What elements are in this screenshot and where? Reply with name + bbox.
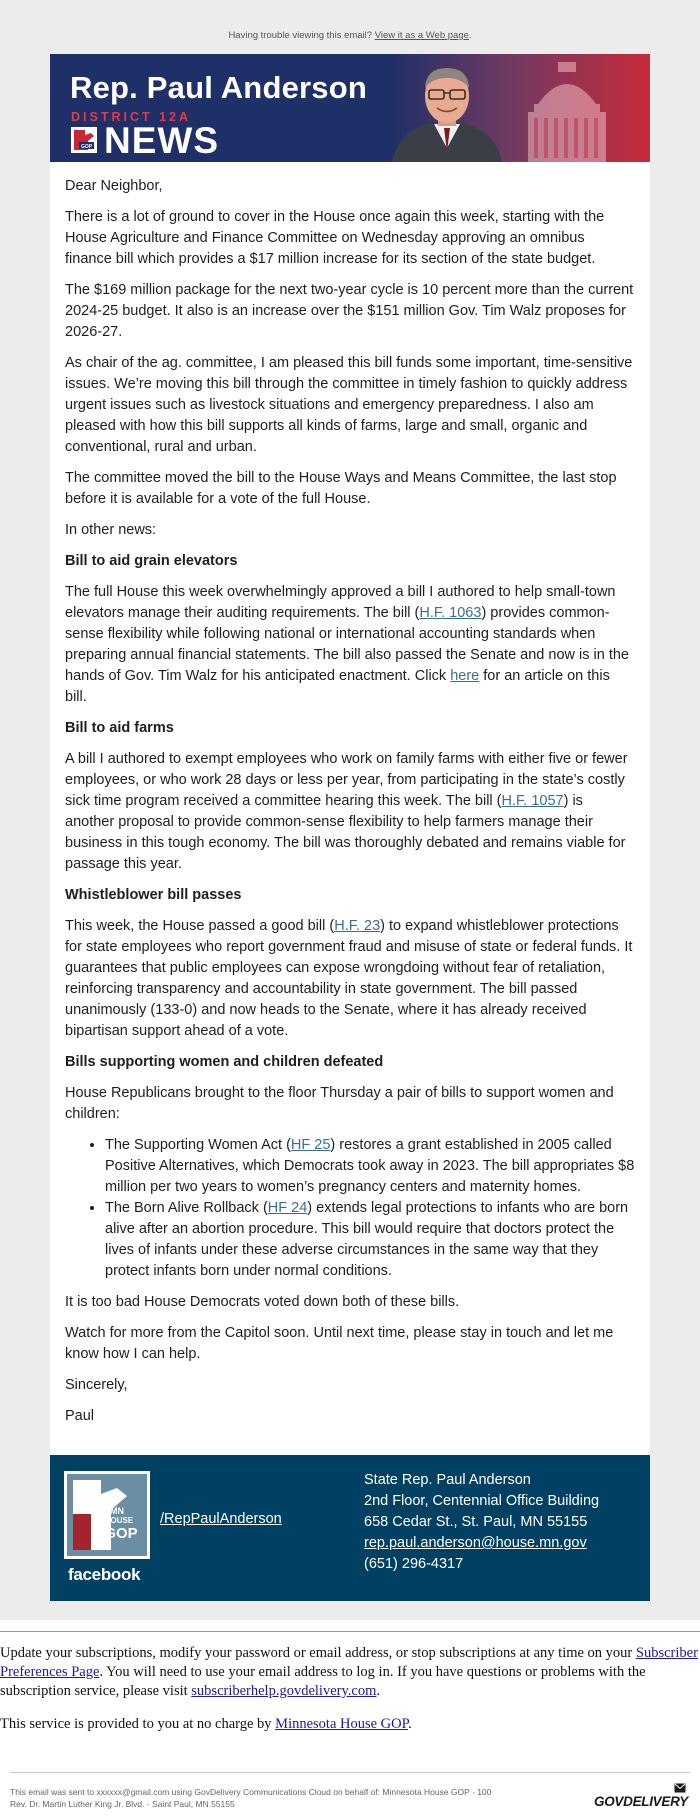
paragraph: A bill I authored to exempt employees who work on family farms with either five or fewer employees, or who work 28 days or less per year, from participating in the state’s costly sick time program received a committee hearing this week. The bill (H.F. 1057) is another proposal to provide common-sense flexibility to help farmers manage their business in this tough economy. The bill was thoroughly debated and remains viable for passage this year. — [65, 751, 628, 872]
mn-house-gop-logo — [64, 1471, 150, 1559]
minnesota-house-gop-link[interactable]: Minnesota House GOP — [275, 1716, 409, 1732]
subscriber-help-link[interactable]: subscriberhelp.govdelivery.com — [191, 1683, 377, 1699]
banner-title: Rep. Paul Anderson — [70, 70, 367, 105]
bill-list — [65, 1135, 635, 1282]
paragraph: In other news: — [65, 522, 157, 538]
paragraph: The committee moved the bill to the House Ways and Means Committee, the last stop before it is available for a vote of the full House. — [65, 470, 617, 507]
logo-gop-text: GOP — [104, 1525, 138, 1542]
paragraph: It is too bad House Democrats voted down both of these bills. — [65, 1294, 460, 1310]
hf-23-link[interactable]: H.F. 23 — [334, 918, 381, 934]
logo-house-text: HOUSE — [104, 1516, 134, 1525]
house-gop-logo — [71, 127, 97, 153]
paragraph: Watch for more from the Capitol soon. Until next time, please stay in touch and let me know how I can help. — [65, 1325, 614, 1362]
paragraph: As chair of the ag. committee, I am pleased this bill funds some important, time-sensitive issues. We’re moving this bill through the committee in timely fashion to quickly address urgent issues such as livestock situations and emergency preparedness. I also am pleased with how this bill supports all kinds of farms, large and small, organic and conventional, rural and urban. — [65, 355, 633, 455]
section-heading-whistleblower: Whistleblower bill passes — [65, 887, 242, 903]
greeting: Dear Neighbor, — [65, 178, 163, 194]
address-line: 2nd Floor, Centennial Office Building — [364, 1493, 600, 1509]
hf-1057-link[interactable]: H.F. 1057 — [501, 793, 564, 809]
list-item: • The Born Alive Rollback (HF 24) extends legal protections to infants who are born alive after an abortion procedure. This bill would require that doctors protect the lives of infants under these adverse circumstances in the same way that they protect infants born under normal conditions. — [105, 1198, 635, 1282]
address-line: 658 Cedar St., St. Paul, MN 55155 — [364, 1514, 588, 1530]
paragraph: The full House this week overwhelmingly approved a bill I authored to help small-town elevators manage their auditing requirements. The bill (H.F. 1063) provides common-sense flexibility while following national or international accounting standards when preparing annual financial statements. The bill also passed the Senate and now is in the hands of Gov. Tim Walz for his anticipated enactment. Click here for an article on this bill. — [65, 584, 629, 705]
article-here-link[interactable]: here — [450, 668, 480, 684]
divider — [0, 1631, 700, 1632]
header-banner — [50, 54, 650, 162]
email-link[interactable]: rep.paul.anderson@house.mn.gov — [364, 1535, 587, 1551]
hf-25-link[interactable]: HF 25 — [290, 1137, 331, 1153]
contact-footer — [50, 1455, 650, 1601]
view-web-page-link[interactable]: View it as a Web page — [374, 30, 469, 41]
section-heading-grain-elevators: Bill to aid grain elevators — [65, 553, 238, 569]
paragraph: The $169 million package for the next two-year cycle is 10 percent more than the current 2024-25 budget. It also is an increase over the $151 million Gov. Tim Walz proposes for 2026-27. — [65, 282, 634, 340]
hf-1063-link[interactable]: H.F. 1063 — [419, 605, 482, 621]
subscription-info: Update your subscriptions, modify your password or email address, or stop subscriptions at any time on your Subscriber Preferences Page. You will need to use your email address to log in. If you have questions or problems with the subscription service, please visit subscriberhelp.govdelivery.com. This service is provided to you at no charge by Minnesota House GOP. — [0, 1645, 698, 1732]
rep-portrait-image — [388, 62, 506, 162]
banner-district: DISTRICT 12A — [71, 110, 192, 124]
section-heading-farms: Bill to aid farms — [65, 720, 174, 736]
section-heading-women-children: Bills supporting women and children defeated — [65, 1054, 384, 1070]
logo-mn-text: MN — [110, 1506, 124, 1516]
subscriber-preferences-link[interactable]: Subscriber Preferences Page — [0, 1645, 698, 1680]
paragraph: This week, the House passed a good bill (H.F. 23) to expand whistleblower protections for state employees who report government fraud and misuse of state or federal funds. It guarantees that public employees can expose wrongdoing without fear of retaliation, reinforcing transparency and accountability in state government. The bill passed unanimously (133-0) and now heads to the Senate, where it has already received bipartisan support ahead of a vote. — [65, 918, 633, 1039]
facebook-handle-link[interactable]: /RepPaulAnderson — [160, 1511, 282, 1527]
divider — [10, 1772, 690, 1773]
office-address — [364, 1470, 599, 1575]
minnesota-state-icon — [71, 127, 97, 153]
paragraph: There is a lot of ground to cover in the House once again this week, starting with the House Agriculture and Finance Committee on Wednesday approving an omnibus finance bill which provides a $17 million increase for its section of the state budget. — [65, 209, 605, 267]
sender-fineprint: This email was sent to xxxxxx@gmail.com using GovDelivery Communications Cloud on behalf of: Minnesota House GOP · 100 Rev. Dr. Martin Luther King Jr. Blvd. · Saint Paul, MN 55155 — [10, 1787, 492, 1809]
logo-gop-text: GOP — [80, 144, 93, 150]
envelope-icon — [674, 1783, 686, 1793]
signature: Paul — [65, 1408, 95, 1424]
facebook-badge[interactable] — [64, 1471, 150, 1589]
newsletter-body — [50, 162, 650, 1455]
banner-news: NEWS — [104, 120, 219, 161]
phone-number: (651) 296-4317 — [364, 1556, 464, 1572]
address-name: State Rep. Paul Anderson — [364, 1472, 531, 1488]
facebook-icon: facebook — [68, 1565, 141, 1584]
capitol-dome-icon — [508, 60, 628, 162]
minnesota-map-icon — [67, 1474, 147, 1556]
signoff: Sincerely, — [65, 1377, 128, 1393]
paragraph: House Republicans brought to the floor Thursday a pair of bills to support women and children: — [65, 1085, 614, 1122]
view-web-page-notice: Having trouble viewing this email? View it as a Web page. — [228, 30, 472, 41]
hf-24-link[interactable]: HF 24 — [267, 1200, 308, 1216]
govdelivery-logo[interactable]: GOVDELIVERY — [594, 1794, 688, 1809]
list-item: • The Supporting Women Act (HF 25) restores a grant established in 2005 called Positive Alternatives, which Democrats took away in 2023. The bill appropriates $8 million per two years to women’s pregnancy centers and maternity homes. — [105, 1135, 635, 1198]
